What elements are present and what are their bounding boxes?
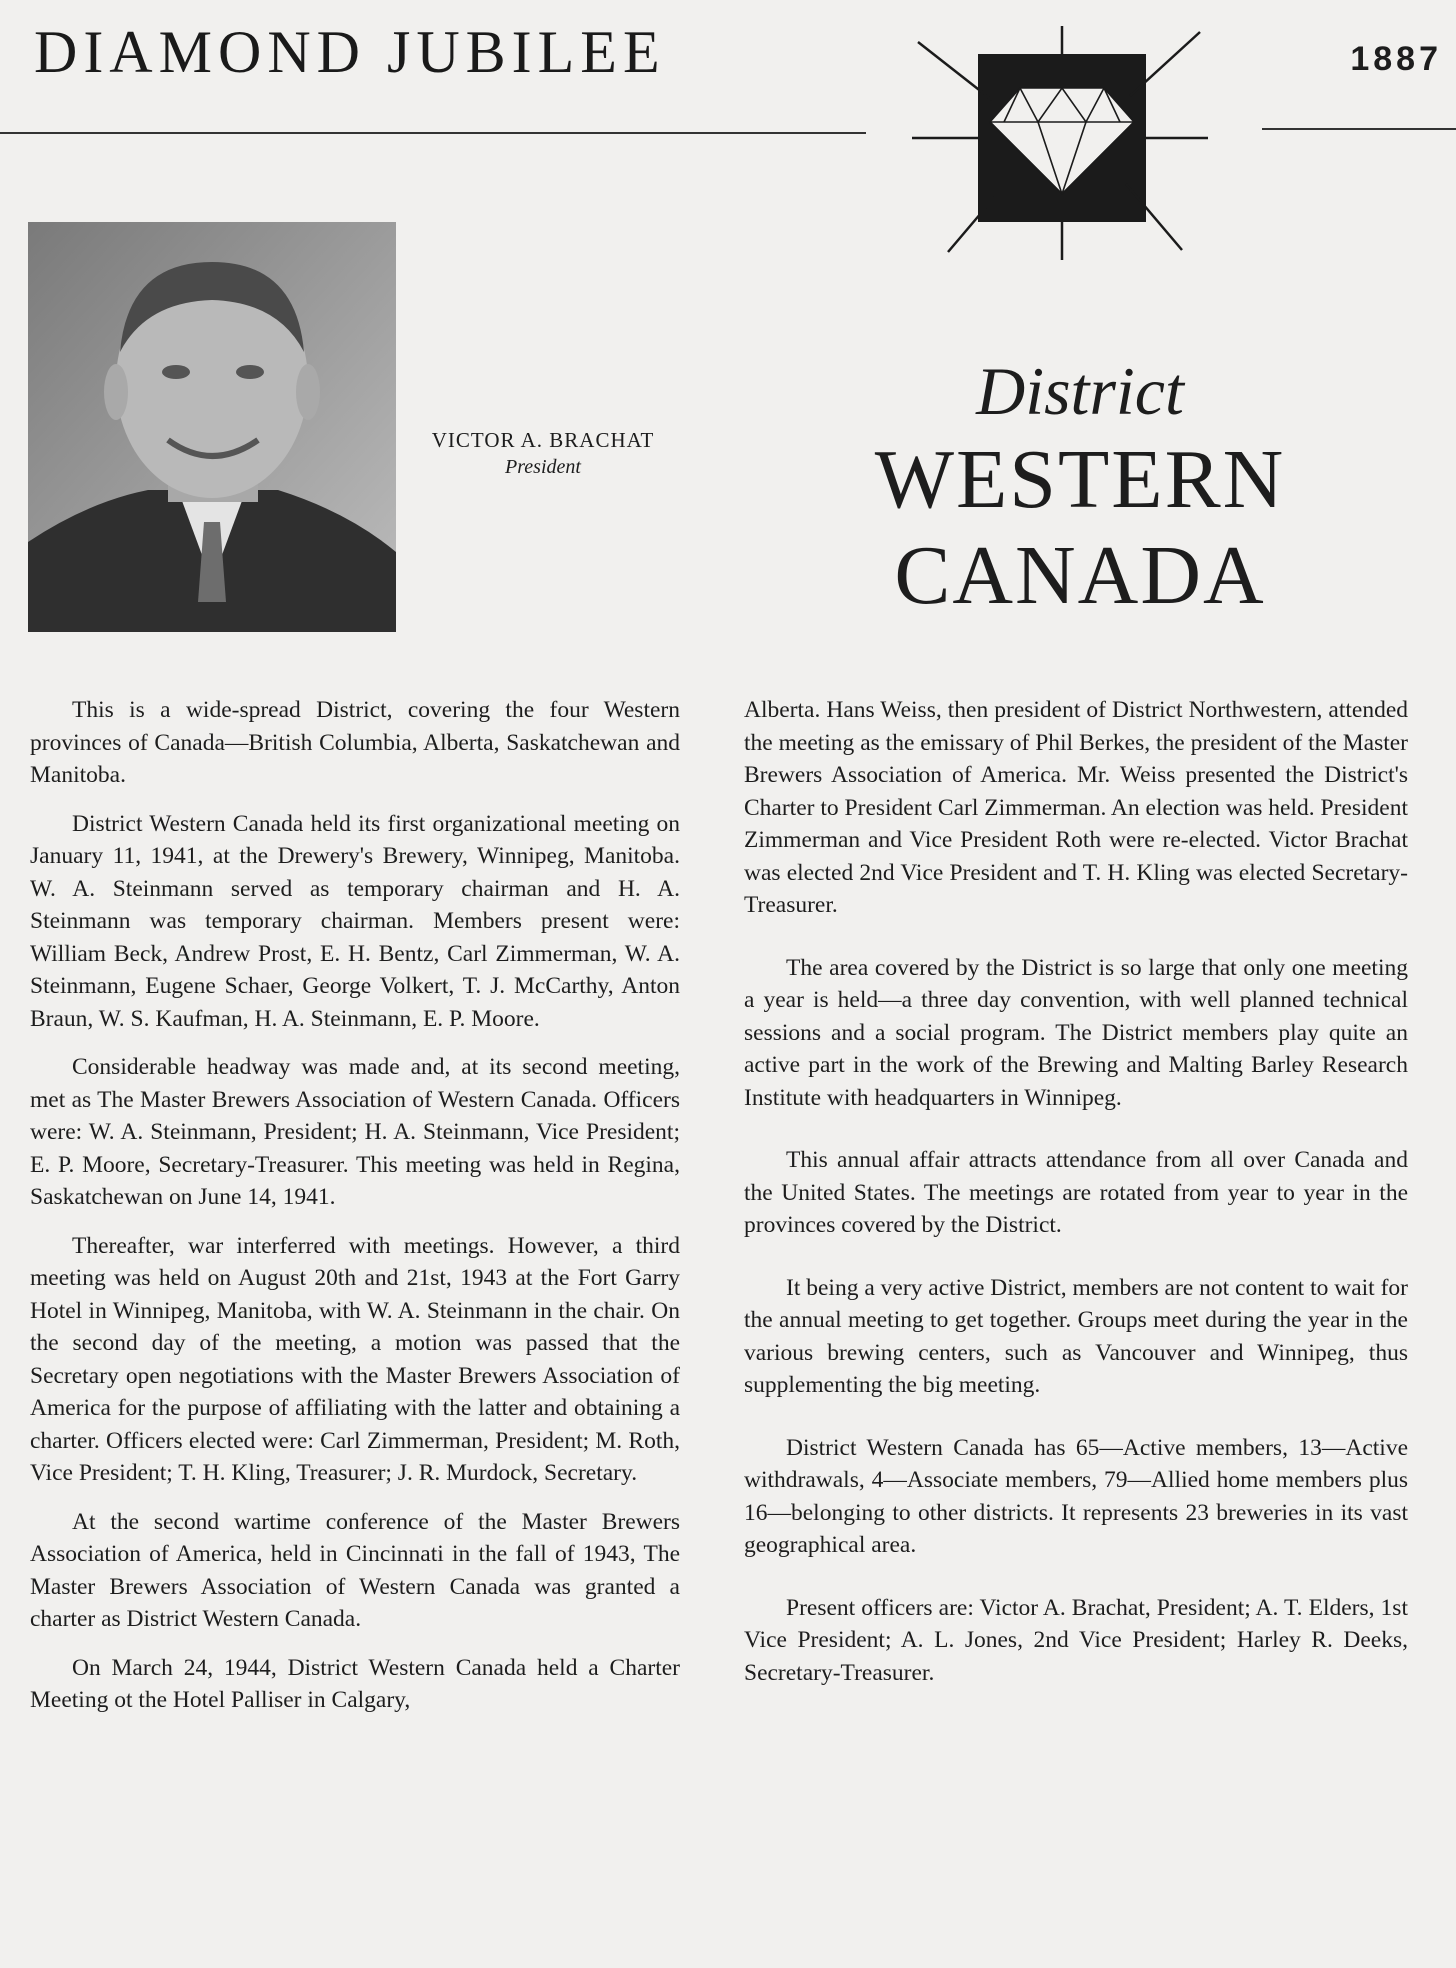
diamond-emblem-icon	[912, 26, 1208, 260]
header-year: 1887	[1350, 40, 1442, 78]
paragraph: The area covered by the District is so large that only one meeting a year is held—a three day convention, with well planned technical sessions and a social program. The District members play quite an active part in the work of the Brewing and Malting Barley Research Institute with headquarters in Winnipeg.	[744, 954, 1408, 1111]
left-column	[30, 694, 680, 1717]
district-label: District	[976, 353, 1184, 429]
president-portrait	[28, 222, 396, 632]
header-title: DIAMOND JUBILEE	[34, 19, 666, 85]
right-column	[744, 694, 1408, 1689]
paragraph: At the second wartime conference of the Master Brewers Association of America, held in Cincinnati in the fall of 1943, The Master Brewers Association of Western Canada was granted a charter as District Western Canada.	[30, 1508, 680, 1632]
paragraph: Present officers are: Victor A. Brachat, President; A. T. Elders, 1st Vice President; A. L. Jones, 2nd Vice President; Harley R. Deeks, Secretary-Treasurer.	[744, 1594, 1408, 1686]
portrait-photo-icon	[28, 222, 396, 632]
paragraph: It being a very active District, members are not content to wait for the annual meeting to get together. Groups meet during the year in the various brewing centers, such as Vancouver and Winnipeg, thus supplementing the big meeting.	[744, 1274, 1408, 1398]
header-rule-right	[1262, 128, 1456, 130]
paragraph: This is a wide-spread District, covering the four Western provinces of Canada—British Columbia, Alberta, Saskatchewan and Manitoba.	[30, 697, 680, 788]
paragraph: This annual affair attracts attendance from all over Canada and the United States. The meetings are rotated from year to year in the provinces covered by the District.	[744, 1147, 1408, 1238]
paragraph: District Western Canada held its first organizational meeting on January 11, 1941, at the Drewery's Brewery, Winnipeg, Manitoba. W. A. Steinmann served as temporary chairman and H. A. Steinmann was temporary chairman. Members present were: William Beck, Andrew Prost, E. H. Bentz, Carl Zimmerman, W. A. Steinmann, Eugene Schaer, George Volkert, T. J. McCarthy, Anton Braun, W. S. Kaufman, H. A. Steinmann, E. P. Moore.	[30, 810, 680, 1032]
paragraph: Alberta. Hans Weiss, then president of District Northwestern, attended the meeting as the emissary of Phil Berkes, the president of the Master Brewers Association of America. Mr. Weiss presented the District's Charter to President Carl Zimmerman. An election was held. President Zimmerman and Vice President Roth were re-elected. Victor Brachat was elected 2nd Vice President and T. H. Kling was elected Secretary-Treasurer.	[744, 697, 1408, 918]
paragraph: Thereafter, war interferred with meetings. However, a third meeting was held on August 20th and 21st, 1943 at the Fort Garry Hotel in Winnipeg, Manitoba, with W. A. Steinmann in the chair. On the second day of the meeting, a motion was passed that the Secretary open negotiations with the Master Brewers Association of America for the purpose of affiliating with the latter and obtaining a charter. Officers elected were: Carl Zimmerman, President; M. Roth, Vice President; T. H. Kling, Treasurer; J. R. Murdock, Secretary.	[30, 1232, 680, 1486]
paragraph: Considerable headway was made and, at its second meeting, met as The Master Brewers Association of Western Canada. Officers were: W. A. Steinmann, President; H. A. Steinmann, Vice President; E. P. Moore, Secretary-Treasurer. This meeting was held in Regina, Saskatchewan on June 14, 1941.	[30, 1054, 680, 1210]
paragraph: District Western Canada has 65—Active members, 13—Active withdrawals, 4—Associate members, 79—Allied home members plus 16—belonging to other districts. It represents 23 breweries in its vast geographical area.	[744, 1434, 1408, 1558]
district-name	[840, 432, 1320, 624]
portrait-caption-name: VICTOR A. BRACHAT	[431, 428, 655, 452]
district-name-line2: CANADA	[894, 529, 1266, 622]
portrait-caption-role: President	[505, 456, 581, 478]
paragraph: On March 24, 1944, District Western Canada held a Charter Meeting ot the Hotel Palliser in Calgary,	[30, 1654, 680, 1713]
district-name-line1: WESTERN	[874, 433, 1286, 526]
header-rule-left	[0, 132, 866, 134]
